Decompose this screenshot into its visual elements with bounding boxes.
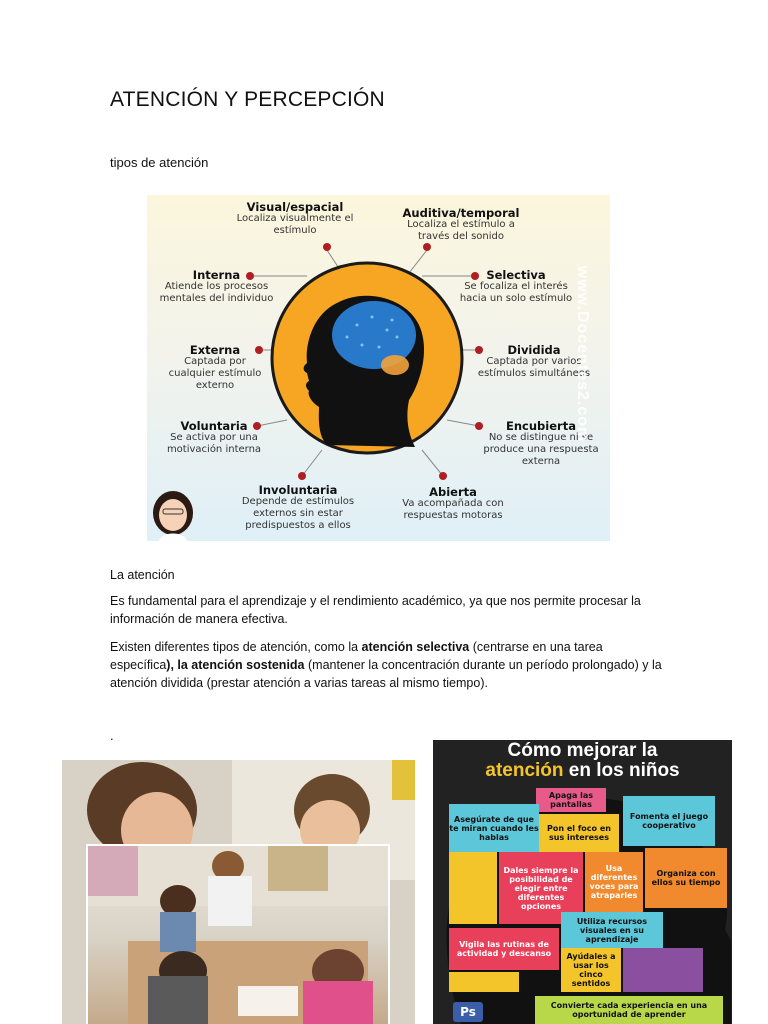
attention-types-infographic [147, 195, 610, 541]
tip-apaga-pantallas: Apaga las pantallas [548, 791, 594, 809]
tip-vigila-rutinas: Vigila las rutinas de actividad y descanso [456, 940, 552, 958]
type-encubierta: Encubierta No se distingue ni se produce una respuesta externa [483, 419, 599, 467]
tip-convierte-experiencia: Convierte cada experiencia en una oportunidad de aprender [550, 1001, 708, 1019]
attention-tips-poster [433, 740, 732, 1024]
text-bold-sostenida: ), la atención sostenida [166, 658, 305, 672]
tip-cinco-sentidos: Ayúdales a usar los cinco sentidos [566, 952, 616, 988]
section-subtitle: tipos de atención [110, 155, 209, 170]
stray-period: . [110, 728, 114, 743]
classroom-photo [62, 760, 415, 1024]
paragraph-types [110, 638, 670, 692]
text-bold-selectiva: atención selectiva [361, 640, 470, 654]
poster-title-accent: atención [485, 760, 564, 781]
section-heading: La atención [110, 568, 175, 582]
classroom-inset-photo [86, 844, 390, 1024]
text-fragment: (centrarse en una tarea específica [110, 640, 603, 672]
type-selectiva: Selectiva Se focaliza el interés hacia un solo estímulo [459, 268, 573, 304]
text-fragment: Existen diferentes tipos de atención, como la [110, 640, 362, 654]
tip-pon-foco: Pon el foco en sus intereses [547, 824, 611, 842]
poster-title-rest: en los niños [563, 760, 680, 781]
paragraph-importance: Es fundamental para el aprendizaje y el rendimiento académico, ya que nos permite procesar la información de manera efectiva. [110, 594, 641, 626]
page-title: ATENCIÓN Y PERCEPCIÓN [110, 88, 385, 111]
teacher-avatar [153, 491, 193, 541]
text-fragment: (mantener la concentración durante un período prolongado) y la atención dividida (prestar atención a varias tareas al mismo tiempo). [110, 658, 662, 690]
inset-illustration [88, 846, 388, 1024]
ps-logo: Ps [460, 1004, 476, 1019]
poster-title-line1: Cómo mejorar la [507, 740, 658, 761]
tip-dales-elegir: Dales siempre la posibilidad de elegir entre diferentes opciones [503, 865, 579, 911]
type-voluntaria: Voluntaria Se activa por una motivación interna [166, 419, 262, 455]
type-abierta: Abierta Va acompañada con respuestas motoras [402, 485, 504, 521]
tip-asegurate-miran: Asegúrate de que te miran cuando les hablas [449, 814, 539, 842]
tip-recursos-visuales: Utiliza recursos visuales en su aprendizaje [576, 916, 648, 944]
tip-organiza-tiempo: Organiza con ellos su tiempo [651, 869, 721, 887]
type-visual-espacial: Visual/espacial Localiza visualmente el estímulo [236, 200, 354, 236]
type-involuntaria: Involuntaria Depende de estímulos externos sin estar predispuestos a ellos [241, 483, 355, 531]
tip-fomenta-juego: Fomenta el juego cooperativo [629, 812, 709, 830]
type-dividida: Dividida Captada por varios estímulos simultáneos [477, 343, 591, 379]
type-auditiva-temporal: Auditiva/temporal Localiza el estímulo a través del sonido [402, 206, 520, 242]
watermark: www.Docentes2.com [573, 265, 591, 443]
tip-usa-voces: Usa diferentes voces para atraparles [589, 864, 639, 900]
type-interna: Interna Atiende los procesos mentales del individuo [159, 268, 274, 304]
type-externa: Externa Captada por cualquier estímulo externo [168, 343, 262, 391]
